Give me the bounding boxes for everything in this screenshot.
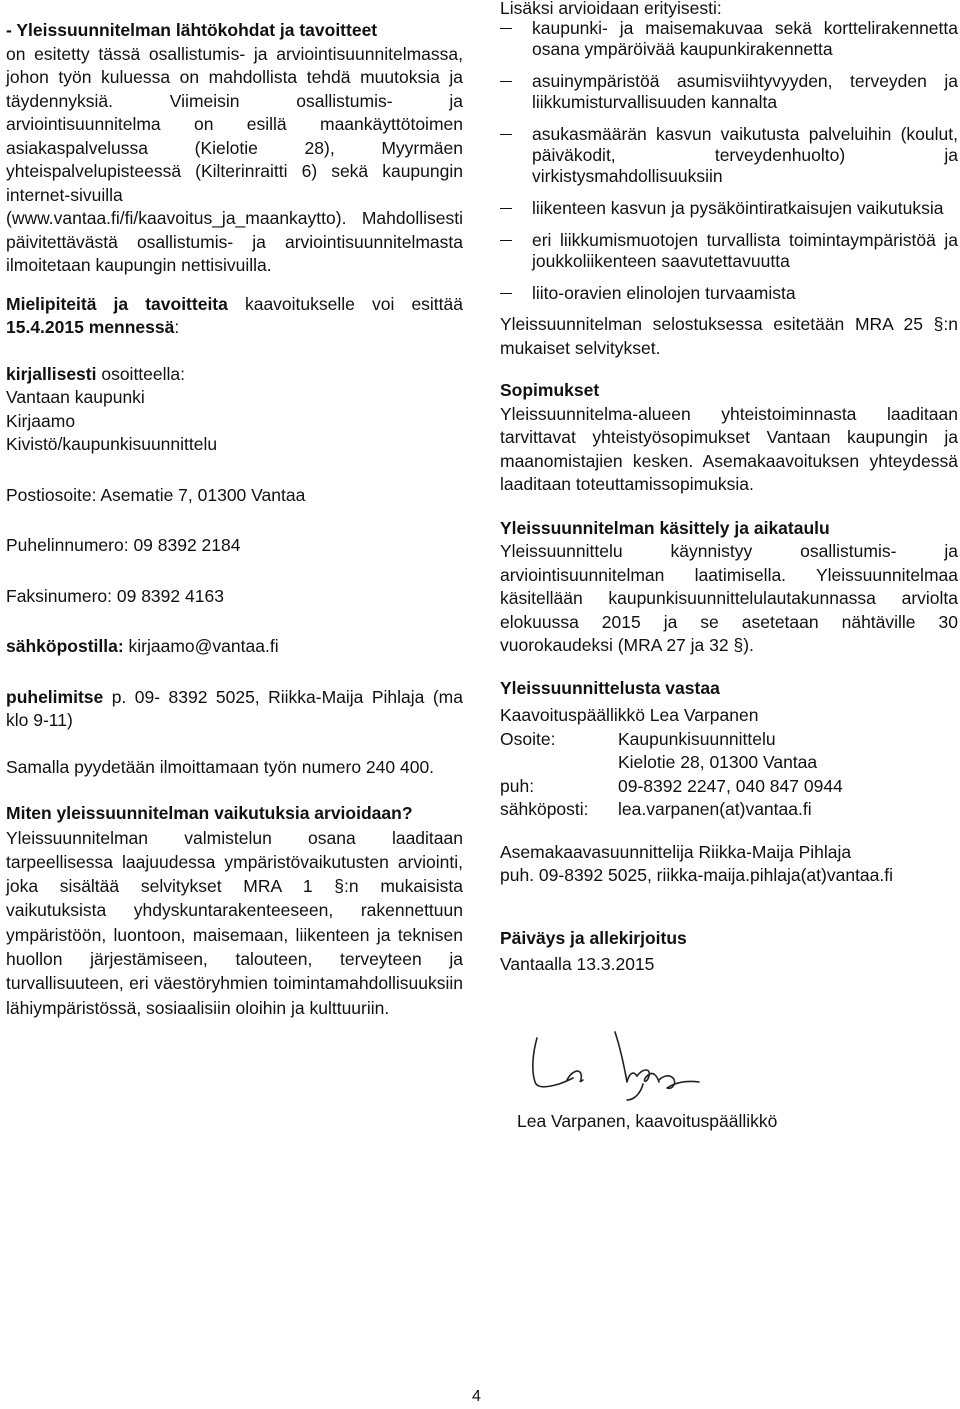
signer-name: Lea Varpanen, kaavoituspäällikkö — [517, 1111, 778, 1131]
intro-paragraph — [6, 19, 463, 278]
mra-text: Yleissuunnitelman selostuksessa esitetään MRA 25 §:n mukaiset selvitykset. — [500, 314, 958, 358]
special-list — [500, 18, 958, 304]
email-label: sähköposti: — [500, 799, 589, 819]
address-line-3: Kivistö/kaupunkisuunnittelu — [6, 434, 218, 454]
page-number: 4 — [472, 1388, 481, 1405]
list-item: kaupunki- ja maisemakuvaa sekä korttelirakennetta osana ympäröivää kaupunkirakennetta — [500, 18, 958, 60]
list-item: asukasmäärän kasvun vaikutusta palveluihin (koulut, päiväkodit, terveydenhuolto) ja virkistysmahdollisuuksiin — [500, 124, 958, 187]
opinions-colon: : — [174, 317, 180, 337]
list-item: liito-oravien elinolojen turvaamista — [500, 283, 958, 304]
opinions-paragraph — [6, 293, 463, 340]
opinions-text: kaavoitukselle voi esittää — [227, 293, 463, 314]
written-bold: kirjallisesti — [6, 363, 97, 384]
left-column — [6, 0, 463, 1020]
impact-text: Yleissuunnitelman valmistelun osana laaditaan tarpeellisessa laajuudessa ympäristövaikutusten arviointi, joka sisältää selvitykset MRA 1 §:n mukaisista vaikutuksista yhdyskuntarakenteeseen, rakennettuun ympäristöön, luontoon, maisemaan, liikenteen ja teknisen huollon järjestämiseen, talouteen, terveyteen ja turvallisuuteen, eri väestöryhmien toimintamahdollisuuksiin lähiympäristössä, sosiaalisiin oloihin ja kulttuuriin. — [6, 827, 463, 1018]
opinions-bold: Mielipiteitä ja tavoitteita — [6, 293, 228, 314]
date-heading: Päiväys ja allekirjoitus — [500, 927, 687, 948]
written-text: osoitteella: — [96, 363, 186, 384]
phone-contact-bold: puhelimitse — [6, 686, 104, 707]
intro-url: (www.vantaa.fi/fi/kaavoitus_ja_maankaytto). — [6, 208, 347, 228]
special-intro: Lisäksi arvioidaan erityisesti: — [500, 0, 722, 18]
agreements-heading: Sopimukset — [500, 380, 600, 400]
phone-number: Puhelinnumero: 09 8392 2184 — [6, 535, 241, 555]
schedule-text: Yleissuunnittelu käynnistyy osallistumis- ja arviointisuunnitelman laatimisella. Yleissuunnitelmaa käsitellään kaupunkisuunnittelulautakunnassa arviolta elokuussa 2015 ja se asetetaan nähtäville 30 vuorokaudeksi (MRA 27 ja 32 §). — [500, 541, 958, 655]
address-line-1: Vantaan kaupunki — [6, 387, 145, 407]
osoite-value-1: Kaupunkisuunnittelu — [618, 728, 776, 749]
list-item: liikenteen kasvun ja pysäköintiratkaisujen vaikutuksia — [500, 198, 958, 219]
planner-contact: puh. 09-8392 5025, riikka-maija.pihlaja(at)vantaa.fi — [500, 865, 894, 885]
intro-text: on esitetty tässä osallistumis- ja arviointisuunnitelmassa, johon työn kuluessa on mahdollista tehdä muutoksia ja täydennyksiä. Viimeisin osallistumis- ja arviointisuunnitelma on esillä maankäyttötoimen asiakaspalvelussa (Kielotie 28), Myyrmäen yhteispalvelupisteessä (Kilterinraitti 6) sekä kaupungin internet-sivuilla — [6, 43, 463, 205]
signature-image — [523, 1030, 713, 1105]
list-item: asuinympäristöä asumisviihtyvyyden, terveyden ja liikkumisturvallisuuden kannalta — [500, 71, 958, 113]
contact-table — [500, 728, 958, 822]
fax-number: Faksinumero: 09 8392 4163 — [6, 585, 224, 606]
osoite-label: Osoite: — [500, 728, 556, 749]
address-line-2: Kirjaamo — [6, 410, 76, 431]
contact-name: Kaavoituspäällikkö Lea Varpanen — [500, 705, 759, 725]
puh-value: 09-8392 2247, 040 847 0944 — [618, 775, 843, 796]
planner-name: Asemakaavasuunnittelija Riikka-Maija Pihlaja — [500, 841, 852, 862]
email-value: lea.varpanen(at)vantaa.fi — [618, 799, 812, 819]
email-value: kirjaamo@vantaa.fi — [123, 636, 279, 656]
opinions-date: 15.4.2015 mennessä — [6, 317, 175, 337]
phone-contact-text: p. 09- 8392 5025, Riikka-Maija Pihlaja (ma klo 9-11) — [6, 686, 463, 730]
notify-text: Samalla pyydetään ilmoittamaan työn numero 240 400. — [6, 756, 435, 777]
puh-label: puh: — [500, 775, 535, 796]
email-line — [6, 635, 463, 659]
intro-text-2: Mahdollisesti päivitettävästä osallistumis- ja arviointisuunnitelmasta ilmoitetaan kaupungin nettisivuilla. — [6, 208, 463, 275]
osoite-value-2: Kielotie 28, 01300 Vantaa — [618, 752, 818, 772]
list-item: eri liikkumismuotojen turvallista toimintaympäristöä ja joukkoliikenteen saavutettavuutta — [500, 230, 958, 272]
email-bold: sähköpostilla: — [6, 636, 124, 656]
impact-heading: Miten yleissuunnitelman vaikutuksia arvioidaan? — [6, 803, 413, 823]
intro-heading: - Yleissuunnitelman lähtökohdat ja tavoitteet — [6, 20, 378, 40]
agreements-text: Yleissuunnitelma-alueen yhteistoiminnasta laaditaan tarvittavat yhteistyösopimukset Vantaan kaupungin ja maanomistajien kesken. Asemakaavoituksen yhteydessä laaditaan toteuttamissopimuksia. — [500, 403, 958, 494]
phone-contact — [6, 686, 463, 733]
responsible-heading: Yleissuunnittelusta vastaa — [500, 677, 720, 698]
schedule-heading: Yleissuunnitelman käsittely ja aikataulu — [500, 517, 830, 538]
written-line — [6, 363, 463, 387]
postal-address: Postiosoite: Asematie 7, 01300 Vantaa — [6, 484, 306, 505]
right-column — [500, 0, 958, 977]
date-text: Vantaalla 13.3.2015 — [500, 954, 655, 974]
